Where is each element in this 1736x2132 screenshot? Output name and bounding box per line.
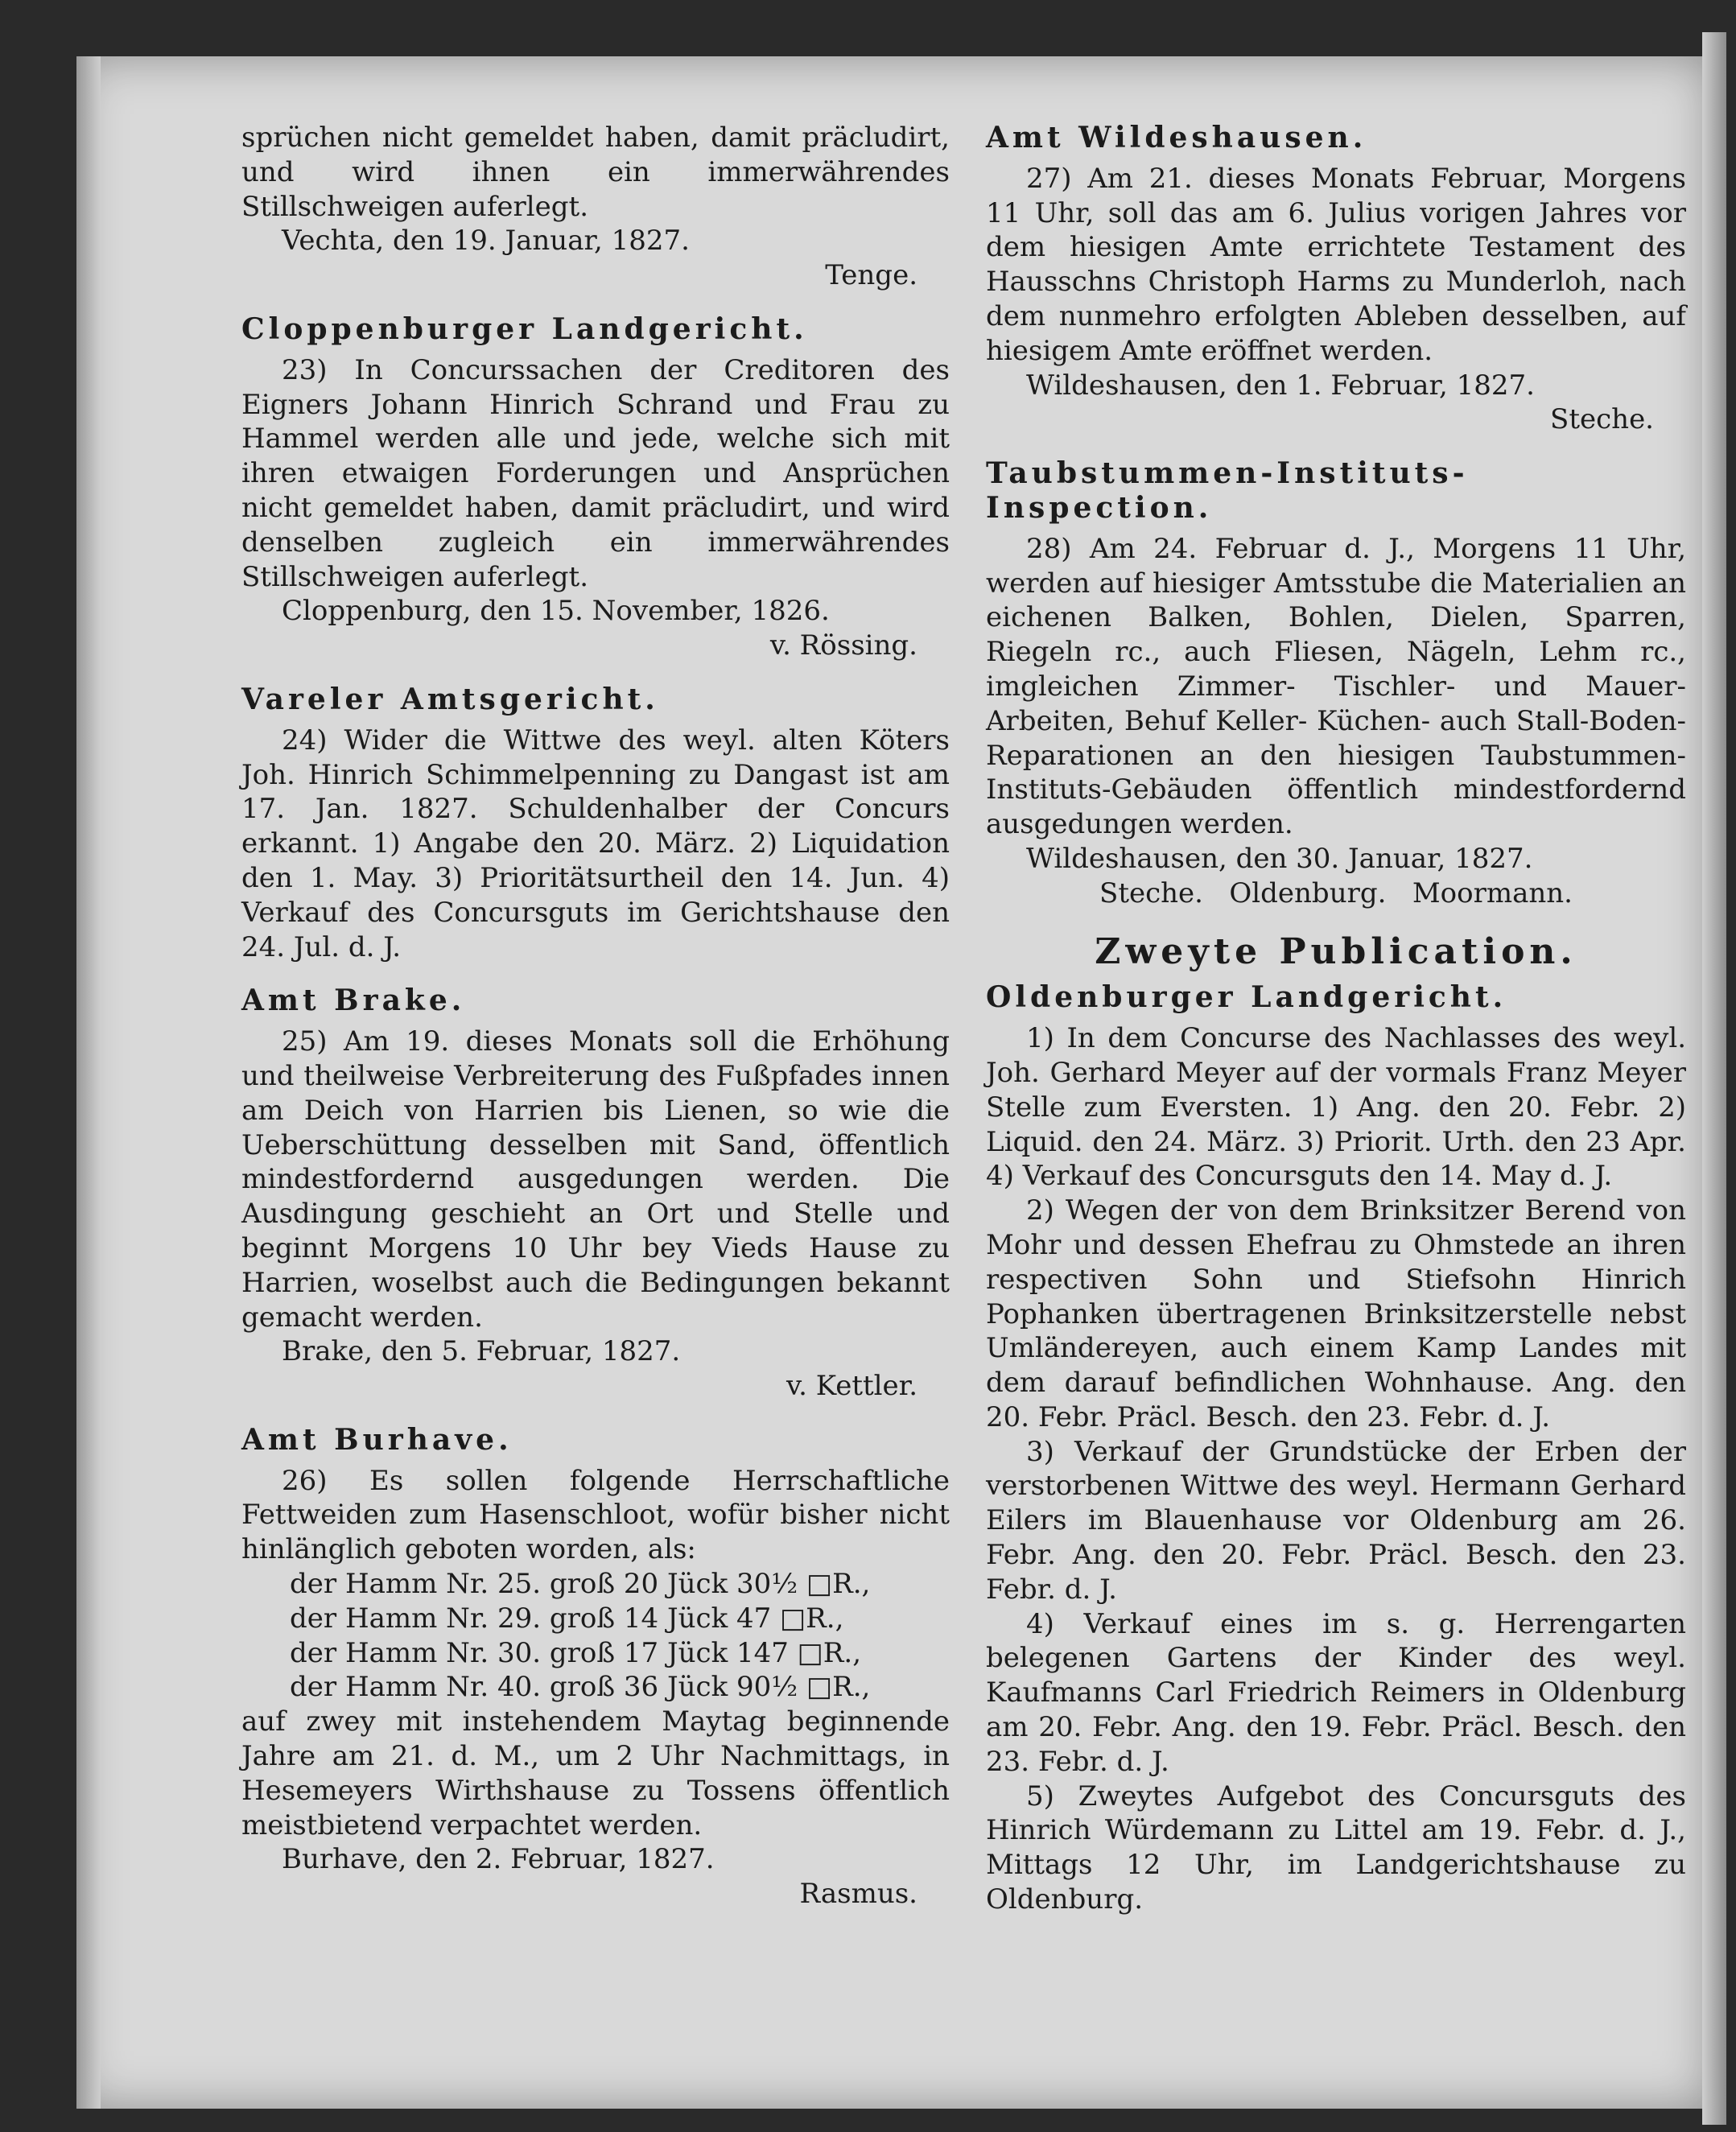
oldenburg-notice-4: 4) Verkauf eines im s. g. Herrengarten belegenen Gartens der Kinder des weyl. Kaufmanns Carl Friedrich Reimers in Oldenburg am 20. Febr. Ang. den 19. Febr. Präcl. Besch. den 23. Febr. d. J.: [986, 1607, 1686, 1778]
lease-item: der Hamm Nr. 40. groß 36 Jück 90½ □R.,: [290, 1671, 871, 1704]
notice-27-place-date: Wildeshausen, den 1. Februar, 1827.: [1026, 369, 1535, 402]
page-binding-edge: [76, 56, 101, 2109]
section-heading-taubstummen: Taubstummen-Instituts-Inspection.: [986, 456, 1469, 525]
publication-title: Zweyte Publication.: [1095, 930, 1577, 972]
notice-25: 25) Am 19. dieses Monats soll die Erhöhung und theilweise Verbreiterung des Fußpfades innen am Deich von Harrien bis Lienen, so wie die Ueberschüttung desselben mit Sand, öffentlich mindestfordernd ausgedungen werden. Die Ausdingung geschieht an Ort und Stelle und beginnt Morgens 10 Uhr bey Vieds Hause zu Harrien, woselbst auch die Bedingungen bekannt gemacht werden.: [241, 1025, 950, 1334]
oldenburg-notice-5: 5) Zweytes Aufgebot des Concursguts des Hinrich Würdemann zu Littel am 19. Febr. d. J., Mittags 12 Uhr, im Landgerichtshause zu Oldenburg.: [986, 1779, 1686, 1916]
notice-26-signature: Rasmus.: [799, 1878, 917, 1911]
section-heading-brake: Amt Brake.: [241, 984, 466, 1018]
intro-text: sprüchen nicht gemeldet haben, damit präcludirt, und wird ihnen ein immerwährendes Stillschweigen auferlegt.: [241, 122, 950, 223]
notice-23-signature: v. Rössing.: [769, 629, 917, 662]
lease-item: der Hamm Nr. 25. groß 20 Jück 30½ □R.,: [290, 1568, 871, 1601]
notice-26-place-date: Burhave, den 2. Februar, 1827.: [282, 1843, 715, 1876]
notice-25-signature: v. Kettler.: [786, 1370, 917, 1403]
right-column: [986, 121, 1686, 1917]
left-column: [241, 121, 950, 1931]
section-heading-burhave: Amt Burhave.: [241, 1422, 513, 1457]
oldenburg-notice-1: 1) In dem Concurse des Nachlasses des weyl. Joh. Gerhard Meyer auf der vormals Franz Meyer Stelle zum Eversten. 1) Ang. den 20. Febr. 2) Liquid. den 24. März. 3) Priorit. Urth. den 23 Apr. 4) Verkauf des Concursguts den 14. May d. J.: [986, 1022, 1686, 1193]
notice-27: 27) Am 21. dieses Monats Februar, Morgens 11 Uhr, soll das am 6. Julius vorigen Jahres vor dem hiesigen Amte errichtete Testament des Hausschns Christoph Harms zu Munderloh, nach dem nunmehro erfolgten Ableben desselben, auf hiesigem Amte eröffnet werden.: [986, 162, 1686, 367]
intro-signature: Tenge.: [825, 259, 917, 292]
notice-23: 23) In Concurssachen der Creditoren des Eigners Johann Hinrich Schrand und Frau zu Hammel werden alle und jede, welche sich mit ihren etwaigen Forderungen und Ansprüchen nicht gemeldet haben, damit präcludirt, und wird denselben zugleich ein immerwährendes Stillschweigen auferlegt.: [241, 353, 950, 593]
lease-item: der Hamm Nr. 29. groß 14 Jück 47 □R.,: [290, 1602, 844, 1635]
notice-23-place-date: Cloppenburg, den 15. November, 1826.: [282, 595, 830, 628]
notice-28: 28) Am 24. Februar d. J., Morgens 11 Uhr, werden auf hiesiger Amtsstube die Materialien an eichenen Balken, Bohlen, Dielen, Sparren, Riegeln rc., auch Fliesen, Nägeln, Lehm rc., imgleichen Zimmer- Tischler- und Mauer-Arbeiten, Behuf Keller- Küchen- auch Stall-Boden-Reparationen an den hiesigen Taubstummen-Instituts-Gebäuden öffentlich mindestfordernd ausgedungen werden.: [986, 532, 1686, 841]
notice-25-place-date: Brake, den 5. Februar, 1827.: [282, 1335, 681, 1368]
intro-place-date: Vechta, den 19. Januar, 1827.: [282, 225, 690, 258]
section-heading-cloppenburg: Cloppenburger Landgericht.: [241, 311, 808, 346]
section-heading-oldenburg: Oldenburger Landgericht.: [986, 980, 1507, 1015]
lease-item: der Hamm Nr. 30. groß 17 Jück 147 □R.,: [290, 1636, 862, 1669]
oldenburg-notice-3: 3) Verkauf der Grundstücke der Erben der verstorbenen Wittwe des weyl. Hermann Gerhard Eilers im Blauenhause vor Oldenburg am 26. Febr. Ang. den 20. Febr. Präcl. Besch. den 23. Febr. d. J.: [986, 1435, 1686, 1606]
notice-28-place-date: Wildeshausen, den 30. Januar, 1827.: [1026, 842, 1533, 875]
notice-27-signature: Steche.: [1550, 403, 1654, 436]
notice-26-continued: auf zwey mit instehendem Maytag beginnende Jahre am 21. d. M., um 2 Uhr Nachmittags, in Hesemeyers Wirthshause zu Tossens öffentlich meistbietend verpachtet werden.: [241, 1705, 950, 1841]
section-heading-varel: Vareler Amtsgericht.: [241, 682, 659, 716]
oldenburg-notice-2: 2) Wegen der von dem Brinksitzer Berend von Mohr und dessen Ehefrau zu Ohmstede an ihren respectiven Sohn und Stiefsohn Hinrich Pophanken übertragenen Brinksitzerstelle nebst Umländereyen, auch einem Kamp Landes mit dem darauf befindlichen Wohnhause. Ang. den 20. Febr. Präcl. Besch. den 23. Febr. d. J.: [986, 1194, 1686, 1433]
notice-24: 24) Wider die Wittwe des weyl. alten Köters Joh. Hinrich Schimmelpenning zu Dangast ist am 17. Jan. 1827. Schuldenhalber der Concurs erkannt. 1) Angabe den 20. März. 2) Liquidation den 1. May. 3) Prioritätsurtheil den 14. Jun. 4) Verkauf des Concursguts im Gerichtshause den 24. Jul. d. J.: [241, 724, 950, 963]
page-outer-edge: [1702, 32, 1726, 2125]
notice-26: 26) Es sollen folgende Herrschaftliche Fettweiden zum Hasenschloot, wofür bisher nicht hinlänglich geboten worden, als:: [241, 1464, 950, 1566]
section-heading-wildeshausen: Amt Wildeshausen.: [986, 121, 1367, 155]
notice-28-signatures: Steche. Oldenburg. Moormann.: [1099, 876, 1573, 909]
